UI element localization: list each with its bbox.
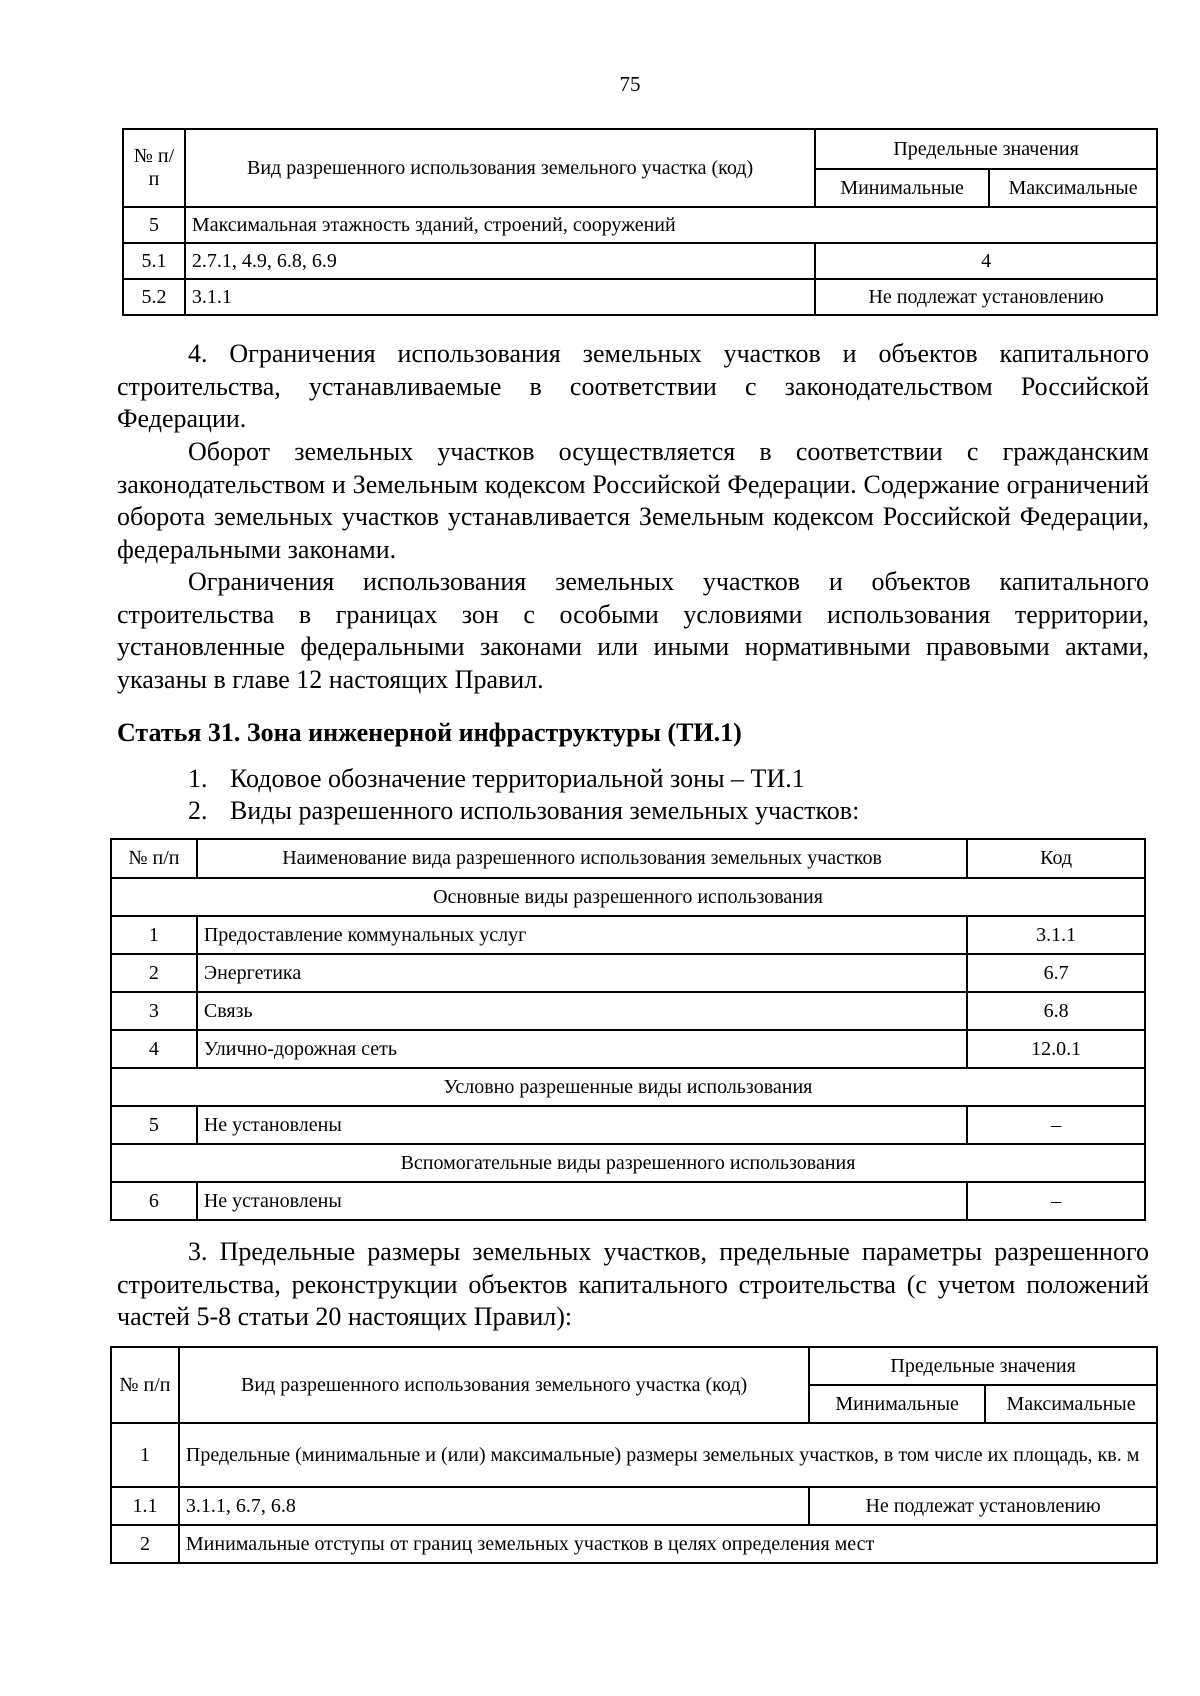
header-code: Код bbox=[967, 839, 1145, 878]
section4-paragraph-2: Оборот земельных участков осуществляется в соответствии с гражданским законодательством и Земельным кодексом Российской Федерации. Содержание ограничений оборота земельных участков устанавливается Земельным кодексом Российской Федерации, федеральными законами. bbox=[117, 437, 1149, 564]
row-num: 5.1 bbox=[123, 243, 185, 279]
row-code: – bbox=[967, 1106, 1145, 1144]
row-name: Не установлены bbox=[197, 1182, 967, 1220]
row-code: 3.1.1 bbox=[967, 916, 1145, 954]
item-text: Кодовое обозначение территориальной зоны – ТИ.1 bbox=[230, 764, 805, 793]
row-desc: Минимальные отступы от границ земельных участков в целях определения мест bbox=[179, 1525, 1157, 1563]
header-limits: Предельные значения bbox=[809, 1347, 1157, 1385]
row-num: 2 bbox=[111, 1525, 179, 1563]
row-desc: Предельные (минимальные и (или) максимальные) размеры земельных участков, в том числе их площадь, кв. м bbox=[179, 1423, 1157, 1487]
header-min: Минимальные bbox=[815, 169, 989, 207]
table-row bbox=[111, 1182, 1145, 1220]
header-min: Минимальные bbox=[809, 1385, 985, 1423]
table-row bbox=[123, 279, 1157, 315]
list-item bbox=[188, 796, 859, 826]
row-num: 1 bbox=[111, 1423, 179, 1487]
item-number: 1. bbox=[188, 764, 208, 793]
row-code: 12.0.1 bbox=[967, 1030, 1145, 1068]
row-name: Связь bbox=[197, 992, 967, 1030]
header-num: № п/п bbox=[123, 129, 185, 207]
row-num: 1.1 bbox=[111, 1487, 179, 1525]
header-max: Максимальные bbox=[985, 1385, 1157, 1423]
row-num: 1 bbox=[111, 916, 197, 954]
table-row bbox=[111, 1487, 1157, 1525]
header-name: Наименование вида разрешенного использования земельных участков bbox=[197, 839, 967, 878]
row-desc: 3.1.1, 6.7, 6.8 bbox=[179, 1487, 809, 1525]
row-value: Не подлежат установлению bbox=[809, 1487, 1157, 1525]
header-max: Максимальные bbox=[989, 169, 1157, 207]
section3-paragraph: 3. Предельные размеры земельных участков, предельные параметры разрешенного строительства, реконструкции объектов капитального строительства (с учетом положений частей 5-8 статьи 20 настоящих Правил): bbox=[117, 1237, 1149, 1331]
section-auxiliary-uses: Вспомогательные виды разрешенного использования bbox=[111, 1144, 1145, 1182]
row-desc: 2.7.1, 4.9, 6.8, 6.9 bbox=[185, 243, 815, 279]
row-num: 5 bbox=[111, 1106, 197, 1144]
table-row bbox=[111, 954, 1145, 992]
header-num: № п/п bbox=[111, 1347, 179, 1423]
table-row bbox=[111, 1030, 1145, 1068]
row-num: 3 bbox=[111, 992, 197, 1030]
table-row bbox=[111, 992, 1145, 1030]
section4-paragraph-1: 4. Ограничения использования земельных участков и объектов капитального строительства, устанавливаемые в соответствии с законодательством Российской Федерации. bbox=[117, 339, 1149, 433]
page-number: 75 bbox=[619, 72, 641, 96]
item-text: Виды разрешенного использования земельных участков: bbox=[230, 796, 860, 825]
row-desc: Максимальная этажность зданий, строений, сооружений bbox=[185, 207, 1157, 243]
row-num: 6 bbox=[111, 1182, 197, 1220]
limits-table bbox=[110, 1346, 1158, 1564]
header-type: Вид разрешенного использования земельного участка (код) bbox=[185, 129, 815, 207]
limits-table-continued bbox=[122, 128, 1158, 316]
row-num: 2 bbox=[111, 954, 197, 992]
list-item bbox=[188, 764, 805, 794]
table-row bbox=[123, 207, 1157, 243]
table-row bbox=[123, 243, 1157, 279]
row-value: Не подлежат установлению bbox=[815, 279, 1157, 315]
row-code: 6.7 bbox=[967, 954, 1145, 992]
table-row bbox=[111, 1525, 1157, 1563]
table-row bbox=[111, 1423, 1157, 1487]
row-desc: 3.1.1 bbox=[185, 279, 815, 315]
permitted-uses-table bbox=[110, 838, 1146, 1221]
table-row bbox=[111, 1106, 1145, 1144]
section4-paragraph-3: Ограничения использования земельных участков и объектов капитального строительства в границах зон с особыми условиями использования территории, установленные федеральными законами или иными нормативными правовыми актами, указаны в главе 12 настоящих Правил. bbox=[117, 567, 1149, 694]
table-row bbox=[111, 916, 1145, 954]
header-num: № п/п bbox=[111, 839, 197, 878]
row-num: 4 bbox=[111, 1030, 197, 1068]
row-name: Предоставление коммунальных услуг bbox=[197, 916, 967, 954]
header-limits: Предельные значения bbox=[815, 129, 1157, 169]
row-code: – bbox=[967, 1182, 1145, 1220]
row-name: Улично-дорожная сеть bbox=[197, 1030, 967, 1068]
item-number: 2. bbox=[188, 796, 208, 825]
header-type: Вид разрешенного использования земельного участка (код) bbox=[179, 1347, 809, 1423]
row-code: 6.8 bbox=[967, 992, 1145, 1030]
section-main-uses: Основные виды разрешенного использования bbox=[111, 878, 1145, 916]
row-value: 4 bbox=[815, 243, 1157, 279]
article-heading: Статья 31. Зона инженерной инфраструктуры (ТИ.1) bbox=[117, 718, 742, 747]
row-name: Энергетика bbox=[197, 954, 967, 992]
row-num: 5.2 bbox=[123, 279, 185, 315]
section-conditional-uses: Условно разрешенные виды использования bbox=[111, 1068, 1145, 1106]
row-name: Не установлены bbox=[197, 1106, 967, 1144]
row-num: 5 bbox=[123, 207, 185, 243]
